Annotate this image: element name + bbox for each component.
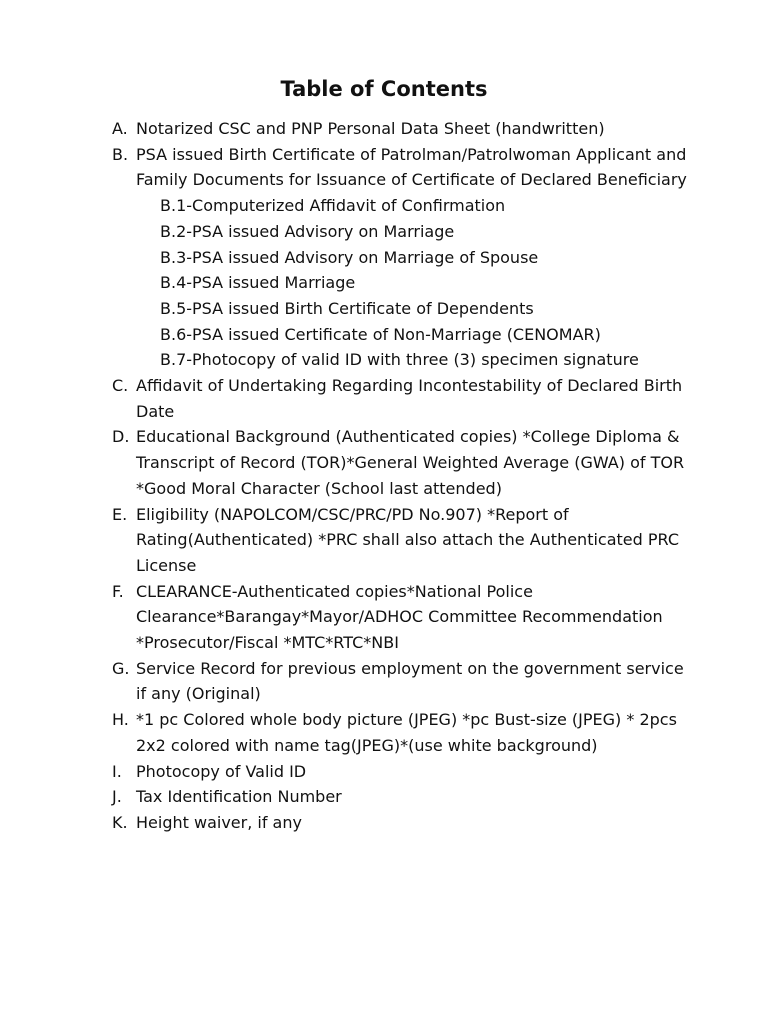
toc-subitem-b4: B.4-PSA issued Marriage: [160, 273, 356, 293]
toc-item-text: *1 pc Colored whole body picture (JPEG) *pc Bust-size (JPEG) * 2pcs 2x2 colored with name tag(JPEG)*(use white background): [136, 710, 677, 755]
toc-item-marker: G.: [112, 658, 130, 678]
toc-item-text: Service Record for previous employment on the government service if any (Original): [136, 658, 684, 704]
toc-item-marker: K.: [112, 812, 128, 832]
toc-item-d: [112, 424, 692, 501]
toc-item-b: [112, 142, 692, 373]
toc-item-f: [112, 579, 692, 656]
toc-item-marker: C.: [112, 376, 129, 396]
toc-subitem-list: [136, 193, 692, 373]
page-title: Table of Contents: [280, 77, 488, 101]
toc-item-marker: D.: [112, 427, 130, 447]
toc-item-marker: H.: [112, 710, 129, 730]
toc-subitem-b5: B.5-PSA issued Birth Certificate of Dependents: [160, 298, 534, 318]
toc-item-b-text: PSA issued Birth Certificate of Patrolman/Patrolwoman Applicant and Family Documents for Issuance of Certificate of Declared Beneficiary: [136, 144, 687, 190]
toc-item-text: Tax Identification Number: [136, 787, 342, 807]
toc-item-text: Educational Background (Authenticated copies) *College Diploma & Transcript of Record (TOR)*General Weighted Average (GWA) of TOR *Good Moral Character (School last attended): [136, 427, 685, 498]
toc-item-k: [112, 810, 692, 836]
toc-item-marker: I.: [112, 761, 122, 781]
toc-item-text: Height waiver, if any: [136, 812, 302, 832]
toc-subitem-b1: B.1-Computerized Affidavit of Confirmation: [160, 196, 506, 216]
toc-item-marker: B.: [112, 144, 129, 164]
toc-item-text: Eligibility (NAPOLCOM/CSC/PRC/PD No.907) *Report of Rating(Authenticated) *PRC shall also attach the Authenticated PRC License: [136, 504, 680, 575]
toc-item-g: [112, 656, 692, 707]
toc-item-i: [112, 759, 692, 785]
toc-subitem-b7: B.7-Photocopy of valid ID with three (3) specimen signature: [160, 350, 639, 370]
toc-item-text: CLEARANCE-Authenticated copies*National Police Clearance*Barangay*Mayor/ADHOC Committee Recommendation *Prosecutor/Fiscal *MTC*RTC*NBI: [136, 581, 663, 653]
toc-subitem-b6: B.6-PSA issued Certificate of Non-Marriage (CENOMAR): [160, 324, 601, 344]
toc-item-c: [112, 373, 692, 424]
toc-item-j: [112, 784, 692, 810]
toc-item-marker: E.: [112, 504, 128, 524]
toc-item-marker: J.: [112, 787, 122, 807]
toc-item-h: [112, 707, 692, 758]
toc-item-marker: A.: [112, 119, 128, 138]
table-of-contents-list: [112, 116, 692, 836]
toc-item-text: Affidavit of Undertaking Regarding Incontestability of Declared Birth Date: [136, 376, 683, 421]
toc-item-text: [136, 142, 692, 373]
toc-subitem-b2: B.2-PSA issued Advisory on Marriage: [160, 221, 455, 241]
toc-item-e: [112, 502, 692, 579]
toc-item-marker: F.: [112, 581, 124, 601]
toc-subitem-b3: B.3-PSA issued Advisory on Marriage of Spouse: [160, 247, 539, 267]
toc-item-text: Notarized CSC and PNP Personal Data Sheet (handwritten): [136, 119, 605, 138]
toc-item-a: [112, 116, 692, 142]
toc-item-text: Photocopy of Valid ID: [136, 761, 307, 781]
